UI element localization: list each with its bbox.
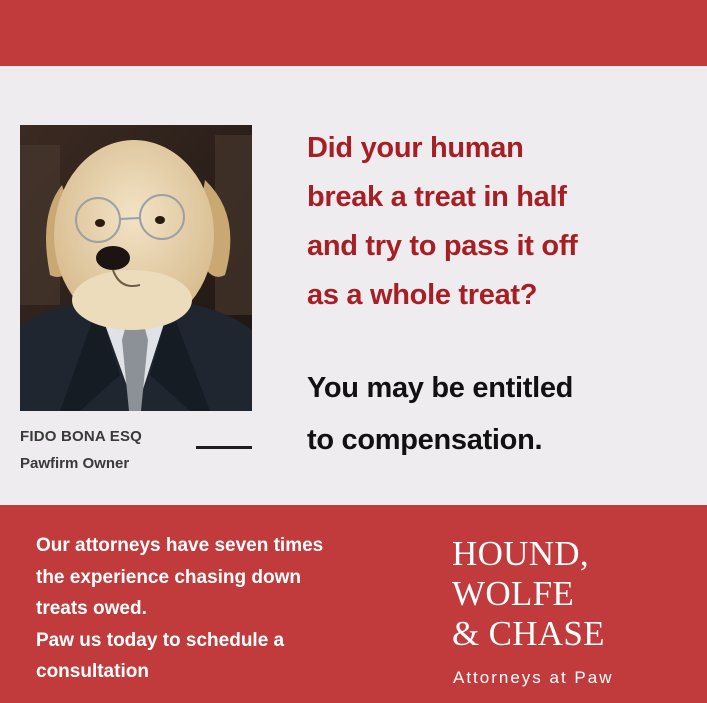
body-line: the experience chasing down	[36, 566, 302, 588]
firm-logo	[452, 534, 605, 654]
top-banner	[0, 0, 707, 66]
headline	[307, 124, 702, 320]
headline-line: and try to pass it off	[307, 230, 578, 262]
attorney-title: Pawfirm Owner	[20, 455, 130, 472]
headline-line: Did your human	[307, 132, 524, 164]
signature-line	[196, 446, 252, 449]
body-line: consultation	[36, 661, 149, 682]
headline-line: as a whole treat?	[307, 279, 538, 311]
headline-line: break a treat in half	[307, 181, 567, 213]
subhead-line: to compensation.	[307, 424, 543, 456]
firm-tagline: Attorneys at Paw	[453, 668, 614, 687]
attorney-name: FIDO BONA ESQ	[20, 428, 143, 445]
dog-attorney-photo	[20, 125, 252, 411]
body-copy	[36, 530, 426, 688]
body-line: Paw us today to schedule a	[36, 629, 285, 651]
firm-name-line: HOUND,	[452, 534, 589, 573]
subhead-line: You may be entitled	[307, 372, 574, 404]
firm-name-line: & CHASE	[452, 614, 605, 653]
body-line: Our attorneys have seven times	[36, 535, 324, 556]
body-line: treats owed.	[36, 598, 147, 619]
firm-name-line: WOLFE	[452, 574, 575, 613]
subhead	[307, 362, 702, 466]
